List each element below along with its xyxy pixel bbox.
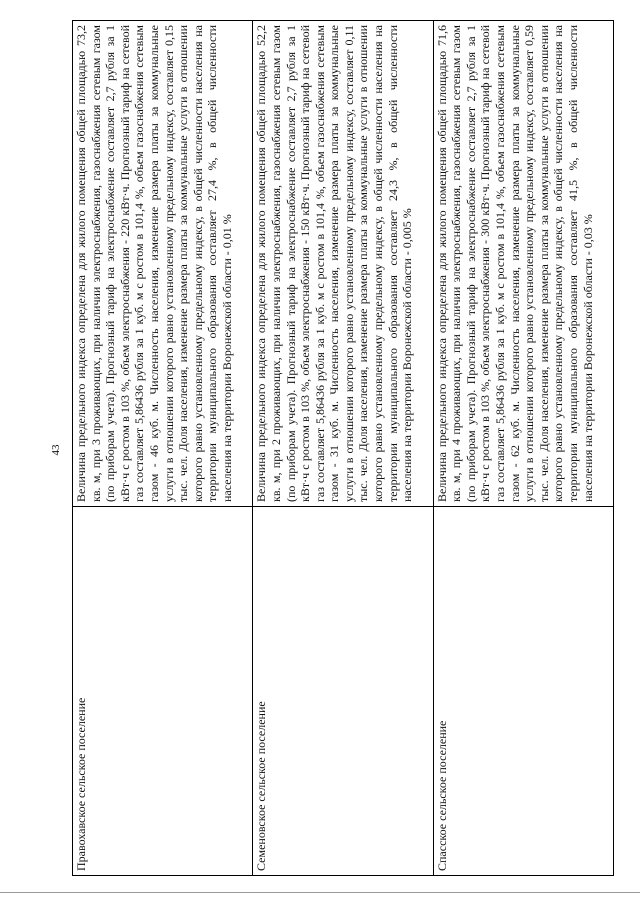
page-bottom-divider (0, 892, 640, 893)
table-row (73, 21, 253, 876)
table-row (253, 21, 433, 876)
settlement-name-cell: Спасское сельское поселение (433, 507, 613, 876)
table-row (433, 21, 613, 876)
page-number: 43 (50, 444, 62, 456)
settlement-name-cell: Семеновское сельское поселение (253, 507, 433, 876)
rotated-table-container (72, 20, 614, 876)
index-description-cell: Величина предельного индекса определена для жилого помещения общей площадью 52,2 кв. м, при 2 проживающих, при наличии электроснабжения, газоснабжения сетевым газом (по приборам учета). Прогнозный тариф на электроснабжение составляет 2,7 рубля за 1 кВт·ч с ростом в 103 %, объем электроснабжения - 150 кВт·ч. Прогнозный тариф на сетевой газ составляет 5,86436 рубля за 1 куб. м с ростом в 101,4 %, объем газоснабжения сетевым газом - 31 куб. м. Численность населения, изменение размера платы за коммунальные услуги в отношении которого равно установленному предельному индексу, составляет 0,11 тыс. чел. Доля населения, изменение размера платы за коммунальные услуги в отношении которого равно установленному предельному индексу, в общей численности населения на территории муниципального образования составляет 24,3 %, в общей численности населения на территории Воронежской области - 0,005 % (253, 21, 433, 507)
index-description-cell: Величина предельного индекса определена для жилого помещения общей площадью 73,2 кв. м, при 3 проживающих, при наличии электроснабжения, газоснабжения сетевым газом (по приборам учета). Прогнозный тариф на электроснабжение составляет 2,7 рубля за 1 кВт·ч с ростом в 103 %, объем электроснабжения - 220 кВт·ч. Прогнозный тариф на сетевой газ составляет 5,86436 рубля за 1 куб. м с ростом в 101,4 %, объем газоснабжения сетевым газом - 46 куб. м. Численность населения, изменение размера платы за коммунальные услуги в отношении которого равно установленному предельному индексу, составляет 0,15 тыс. чел. Доля населения, изменение размера платы за коммунальные услуги в отношении которого равно установленному предельному индексу, в общей численности населения на территории муниципального образования составляет 27,4 %, в общей численности населения на территории Воронежской области - 0,01 % (73, 21, 253, 507)
settlement-index-table (72, 20, 614, 876)
settlement-name-cell: Правохавское сельское поселение (73, 507, 253, 876)
index-description-cell: Величина предельного индекса определена для жилого помещения общей площадью 71,6 кв. м, при 4 проживающих, при наличии электроснабжения, газоснабжения сетевым газом (по приборам учета). Прогнозный тариф на электроснабжение составляет 2,7 рубля за 1 кВт·ч с ростом в 103 %, объем электроснабжения - 300 кВт·ч. Прогнозный тариф на сетевой газ составляет 5,86436 рубля за 1 куб. м с ростом в 101,4 %, объем газоснабжения сетевым газом - 62 куб. м. Численность населения, изменение размера платы за коммунальные услуги в отношении которого равно установленному предельному индексу, составляет 0,59 тыс. чел. Доля населения, изменение размера платы за коммунальные услуги в отношении которого равно установленному предельному индексу, в общей численности населения на территории муниципального образования составляет 41,5 %, в общей численности населения на территории Воронежской области - 0,03 % (433, 21, 613, 507)
